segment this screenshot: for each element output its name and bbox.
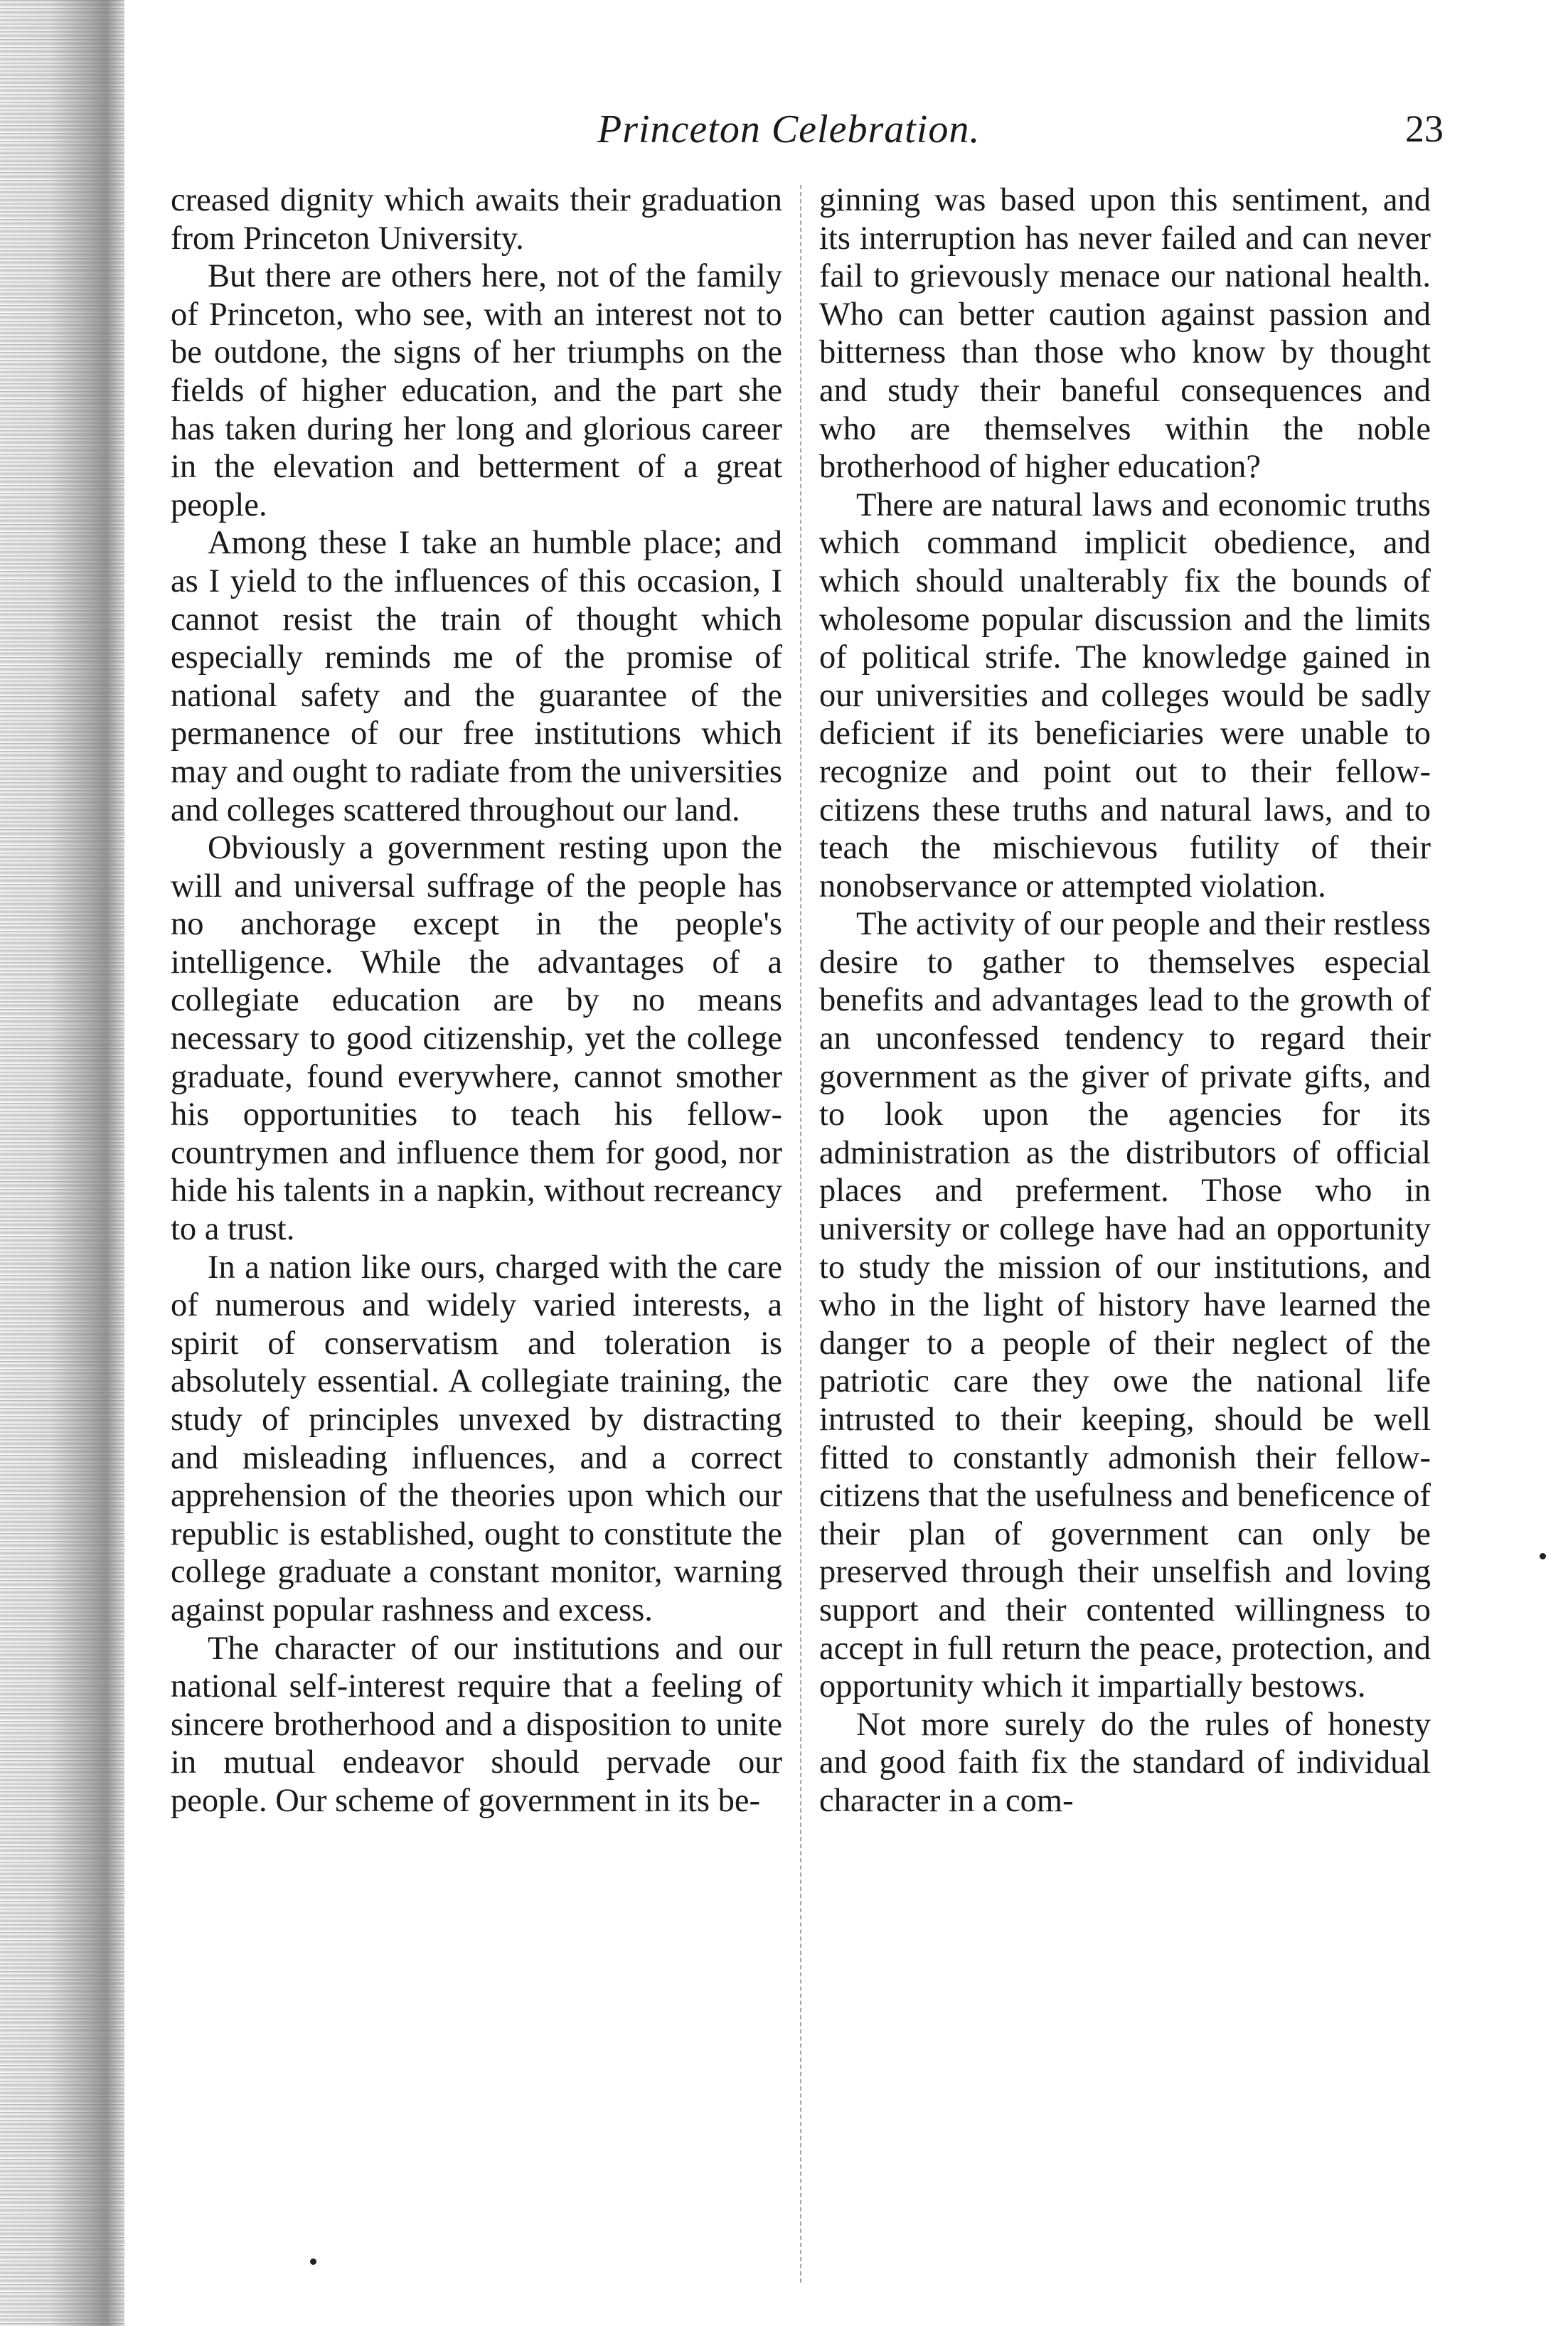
right-column [819, 181, 1431, 1820]
paragraph: Not more surely do the rules of honesty and good faith fix the standard of individual character in a com- [819, 1706, 1431, 1819]
paragraph: But there are others here, not of the family of Princeton, who see, with an interest not to be outdone, the signs of her triumphs on the fields of higher education, and the part she has taken during her long and glorious career in the elevation and betterment of a great people. [171, 258, 782, 523]
paragraph: In a nation like ours, charged with the care of numerous and widely varied interests, a spirit of conservatism and toleration is absolutely essential. A collegiate training, the study of principles unvexed by distracting and misleading influences, and a correct apprehension of the theories upon which our republic is established, ought to constitute the college graduate a constant monitor, warning against popular rashness and excess. [171, 1249, 782, 1628]
left-column [171, 181, 782, 1820]
column-divider [800, 185, 801, 2283]
paragraph: creased dignity which awaits their graduation from Princeton University. [171, 182, 782, 257]
scan-speck [1540, 1553, 1546, 1559]
paragraph: The activity of our people and their restless desire to gather to themselves especial benefits and advantages lead to the growth of an unconfessed tendency to regard their government as the giver of private gifts, and to look upon the agencies for its administration as the distributors of official places and preferment. Those who in university or college have had an opportunity to study the mission of our institutions, and who in the light of history have learned the danger to a people of their neglect of the patriotic care they owe the national life intrusted to their keeping, should be well fitted to constantly admonish their fellow-citizens that the usefulness and beneficence of their plan of government can only be preserved through their unselfish and loving support and their contented willingness to accept in full return the peace, protection, and opportunity which it impartially bestows. [819, 906, 1431, 1705]
scan-speck [310, 2258, 316, 2265]
running-title: Princeton Celebration. [597, 107, 981, 151]
page-number: 23 [1405, 107, 1444, 150]
paragraph: The character of our institutions and our national self-interest require that a feeling of sincere brotherhood and a disposition to unite in mutual endeavor should pervade our people. Our scheme of government in its be- [171, 1630, 782, 1819]
paragraph: ginning was based upon this sentiment, and its interruption has never failed and can never fail to grievously menace our national health. Who can better caution against passion and bitterness than those who know by thought and study their baneful consequences and who are themselves within the noble brotherhood of higher education? [819, 182, 1431, 486]
paragraph: There are natural laws and economic truths which command implicit obedience, and which should unalterably fix the bounds of wholesome popular discussion and the limits of political strife. The knowledge gained in our universities and colleges would be sadly deficient if its beneficiaries were unable to recognize and point out to their fellow-citizens these truths and natural laws, and to teach the mischievous futility of their nonobservance or attempted violation. [819, 486, 1431, 905]
paragraph: Among these I take an humble place; and as I yield to the influences of this occasion, I cannot resist the train of thought which especially reminds me of the promise of national safety and the guarantee of the permanence of our free institutions which may and ought to radiate from the universities and colleges scattered throughout our land. [171, 525, 782, 828]
page-header [583, 100, 1444, 164]
paragraph: Obviously a government resting upon the will and universal suffrage of the people has no anchorage except in the people's intelligence. While the advantages of a collegiate education are by no means necessary to good citizenship, yet the college graduate, found everywhere, cannot smother his opportunities to teach his fellow-countrymen and influence them for good, nor hide his talents in a napkin, without recreancy to a trust. [171, 830, 782, 1248]
scanned-page-gutter [0, 0, 124, 2326]
